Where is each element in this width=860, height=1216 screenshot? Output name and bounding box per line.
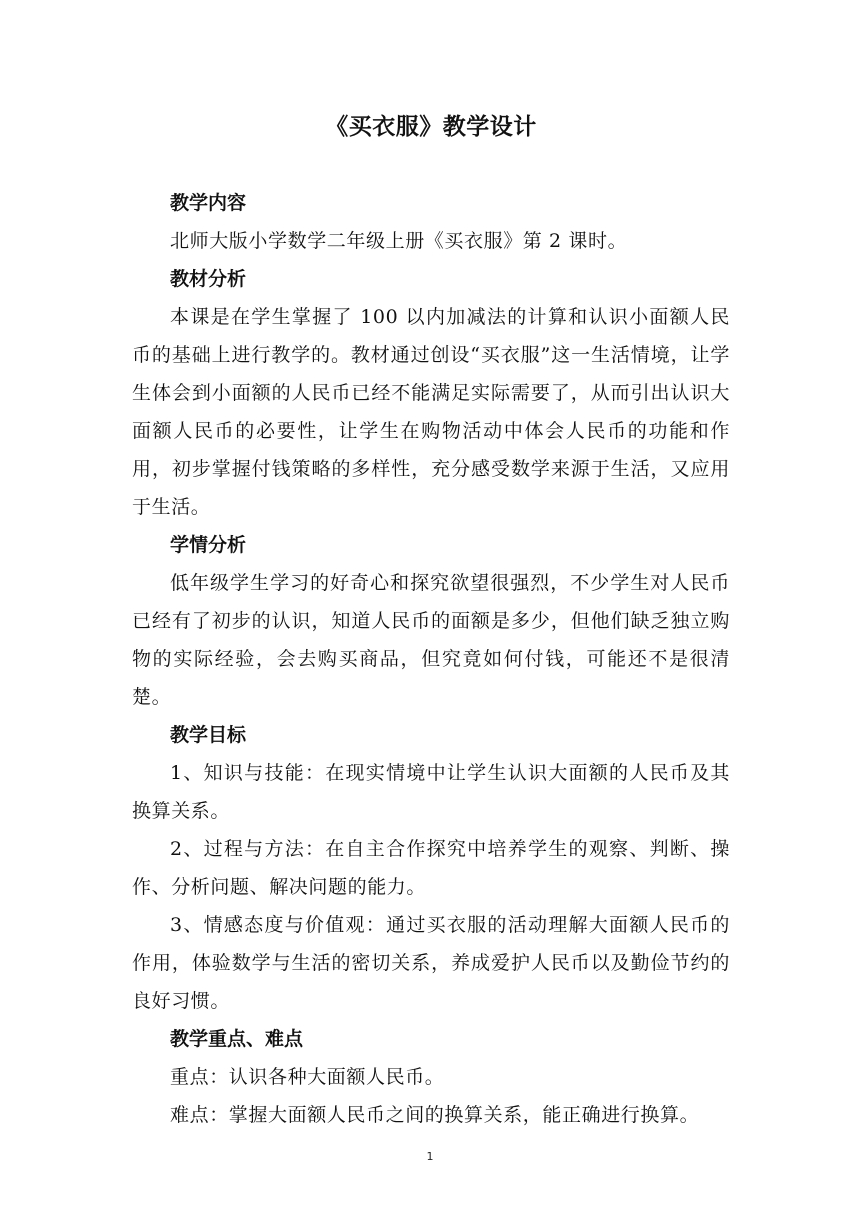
section-paragraph: 北师大版小学数学二年级上册《买衣服》第 2 课时。 [170, 230, 628, 252]
section-heading-goals: 教学目标 [170, 724, 247, 746]
focus-item-difficulty: 难点：掌握大面额人民币之间的换算关系，能正确进行换算。 [170, 1104, 700, 1126]
page-number: 1 [426, 1150, 434, 1163]
document-body [132, 184, 730, 1134]
section-paragraph: 低年级学生学习的好奇心和探究欲望很强烈，不少学生对人民币已经有了初步的认识，知道人民币的面额是多少，但他们缺乏独立购物的实际经验，会去购买商品，但究竟如何付钱，可能还不是很清楚。 [132, 572, 730, 708]
section-heading-focus: 教学重点、难点 [170, 1028, 304, 1050]
section-heading-material: 教材分析 [170, 268, 247, 290]
section-paragraph: 本课是在学生掌握了 100 以内加减法的计算和认识小面额人民币的基础上进行教学的。教材通过创设“买衣服”这一生活情境，让学生体会到小面额的人民币已经不能满足实际需要了，从而引出认识大面额人民币的必要性，让学生在购物活动中体会人民币的功能和作用，初步掌握付钱策略的多样性，充分感受数学来源于生活，又应用于生活。 [132, 306, 730, 518]
goal-item-process: 2、过程与方法：在自主合作探究中培养学生的观察、判断、操作、分析问题、解决问题的能力。 [132, 838, 730, 898]
goal-item-attitude: 3、情感态度与价值观：通过买衣服的活动理解大面额人民币的作用，体验数学与生活的密切关系，养成爱护人民币以及勤俭节约的良好习惯。 [132, 914, 730, 1012]
document-title: 《买衣服》教学设计 [325, 114, 537, 140]
section-heading-content: 教学内容 [170, 192, 247, 214]
section-heading-students: 学情分析 [170, 534, 247, 556]
goal-item-knowledge: 1、知识与技能：在现实情境中让学生认识大面额的人民币及其换算关系。 [132, 762, 730, 822]
focus-item-key: 重点：认识各种大面额人民币。 [170, 1066, 445, 1088]
